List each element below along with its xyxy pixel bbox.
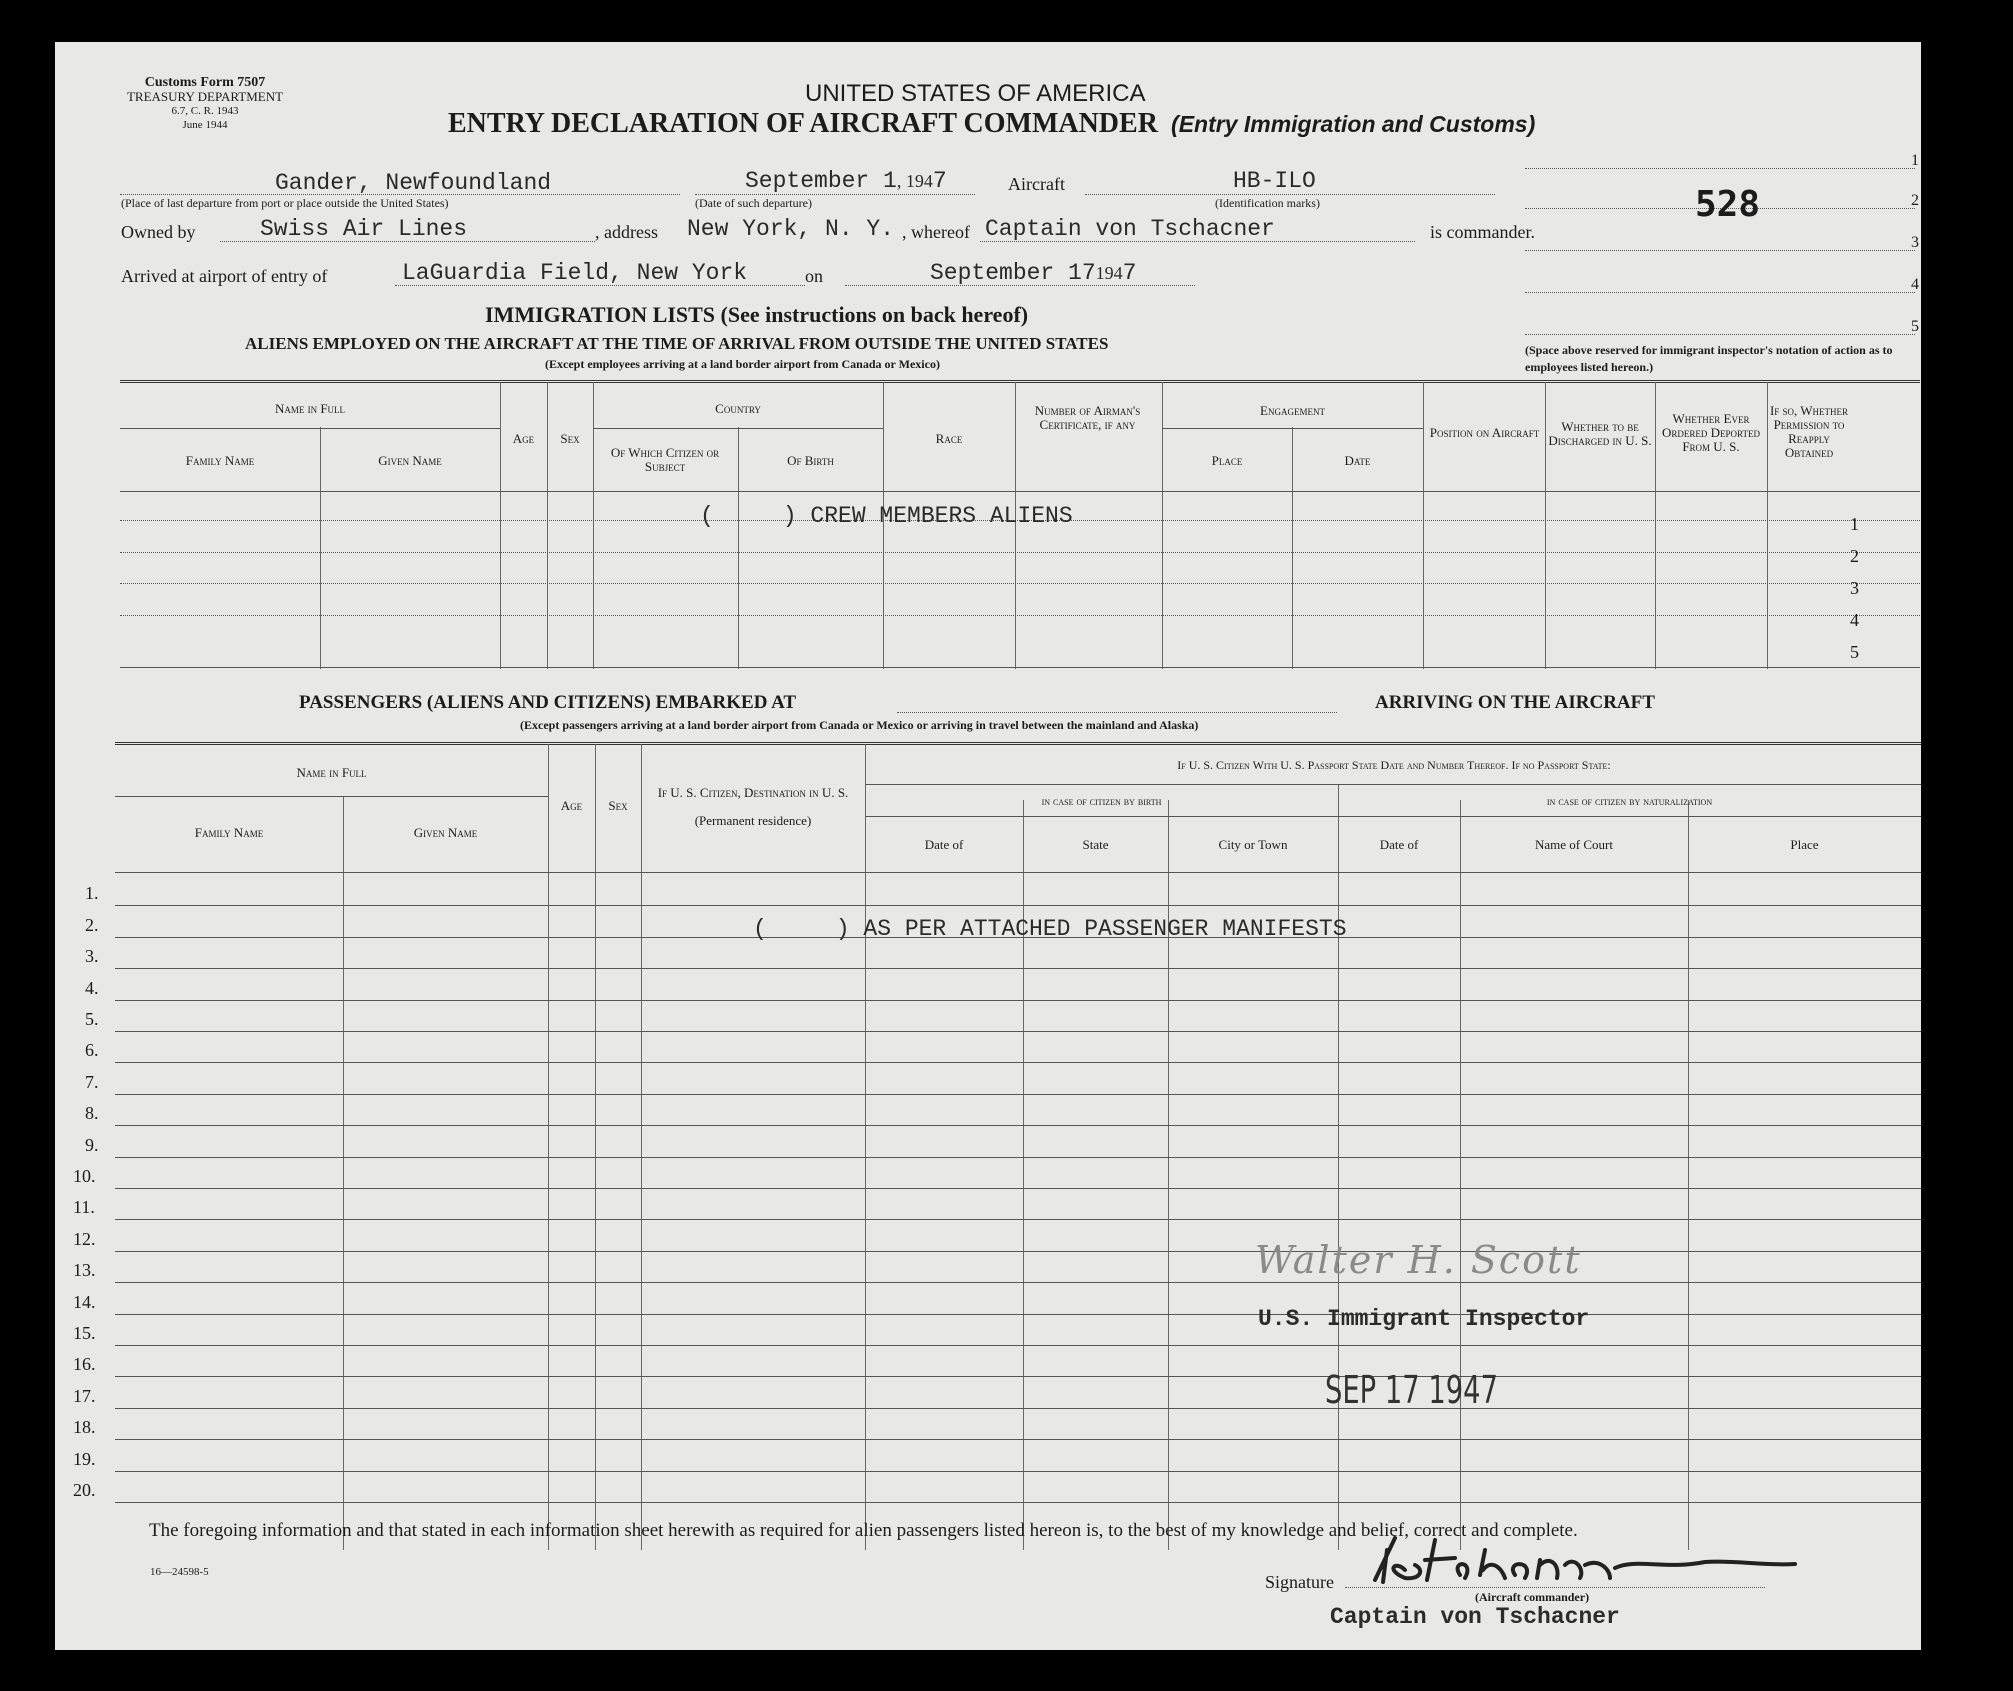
crew-col-citizen: Of Which Citizen or Subject: [610, 445, 720, 474]
pax-col-destination-sub: (Permanent residence): [694, 813, 812, 828]
passenger-row-number: 2.: [85, 914, 99, 935]
signature-caption: (Aircraft commander): [1475, 1590, 1590, 1604]
notation-line-1: [1525, 168, 1915, 169]
commander-value: Captain von Tschacner: [985, 216, 1275, 242]
immigration-heading: IMMIGRATION LISTS (See instructions on back hereof): [485, 302, 1029, 327]
pax-col-place: Place: [1790, 837, 1819, 852]
notation-line-5: [1525, 334, 1915, 335]
passenger-row-line: [115, 1062, 1921, 1063]
crew-col-given: Given Name: [378, 453, 442, 468]
arrival-airport-line: [395, 285, 805, 286]
pax-col-family: Family Name: [194, 825, 264, 840]
passengers-heading: PASSENGERS (ALIENS AND CITIZENS) EMBARKED AT: [299, 692, 797, 713]
passenger-row-number: 4.: [85, 977, 99, 998]
passengers-note: (Except passengers arriving at a land border airport from Canada or Mexico or arriving in travel between the mainland and Alaska): [520, 718, 1199, 732]
passenger-row-number: 1.: [85, 883, 99, 904]
aircraft-label: Aircraft: [1008, 174, 1065, 194]
departure-date: September 1, 1947: [745, 168, 947, 194]
pax-typed-entry: ( ) AS PER ATTACHED PASSENGER MANIFESTS: [753, 916, 1347, 942]
passenger-row-number: 6.: [85, 1040, 99, 1061]
title-block: [448, 108, 1535, 140]
inspector-date-stamp: SEP 17 1947: [1325, 1368, 1498, 1412]
crew-row-num-5: 5: [1850, 642, 1859, 662]
passenger-row-number: 11.: [73, 1197, 95, 1218]
passenger-row-number: 19.: [73, 1448, 96, 1469]
crew-col-birth: Of Birth: [787, 453, 834, 468]
arrival-label: Arrived at airport of entry of: [121, 266, 328, 286]
departure-date-caption: (Date of such departure): [695, 196, 812, 210]
passenger-row-number: 14.: [73, 1291, 96, 1312]
notation-caption: (Space above reserved for immigrant inspector's notation of action as to employees listed hereon.): [1525, 343, 1893, 374]
owner-line: [220, 241, 595, 242]
departure-place-caption: (Place of last departure from port or place outside the United States): [121, 196, 449, 210]
pax-col-city: City or Town: [1218, 837, 1288, 852]
pax-col-age: Age: [560, 798, 583, 813]
notation-num-4: 4: [1911, 276, 1919, 293]
crew-col-eng-place: Place: [1211, 453, 1243, 468]
crew-col-airman: Number of Airman's Certificate, if any: [1034, 403, 1141, 432]
crew-col-age: Age: [512, 431, 535, 446]
passenger-row-number: 17.: [73, 1385, 96, 1406]
commander-name: Captain von Tschacner: [1330, 1604, 1620, 1630]
pax-col-passport: If U. S. Citizen With U. S. Passport State Date and Number Thereof. If no Passport State:: [1177, 758, 1611, 772]
notation-num-5: 5: [1911, 318, 1919, 335]
stamp-number: 528: [1695, 184, 1761, 225]
passenger-row-number: 5.: [85, 1009, 99, 1029]
crew-col-deported: Whether Ever Ordered Deported From U. S.: [1662, 411, 1760, 454]
passenger-row-line: [115, 1188, 1921, 1189]
departure-date-line: [695, 194, 975, 195]
form-number: Customs Form 7507: [144, 75, 266, 90]
crew-col-permission: If so, Whether Permission to Reapply Obtained: [1769, 403, 1849, 460]
regulation: 6.7, C. R. 1943: [171, 105, 239, 117]
immigration-note: (Except employees arriving at a land border airport from Canada or Mexico): [545, 357, 940, 371]
passenger-row-line: [115, 1157, 1921, 1158]
passenger-row-line: [115, 1031, 1921, 1032]
page-title: ENTRY DECLARATION OF AIRCRAFT COMMANDER: [448, 108, 1158, 139]
crew-col-engagement: Engagement: [1260, 403, 1325, 418]
crew-typed-entry: ( ) CREW MEMBERS ALIENS: [700, 503, 1073, 529]
passenger-row-number: 8.: [85, 1103, 99, 1124]
passenger-row-line: [115, 1408, 1921, 1409]
owner-value: Swiss Air Lines: [260, 216, 468, 242]
passenger-row-number: 15.: [73, 1323, 96, 1343]
passenger-row-line: [115, 1251, 1921, 1252]
notation-line-3: [1525, 250, 1915, 251]
passenger-row-line: [115, 1000, 1921, 1001]
pax-col-sex: Sex: [608, 798, 628, 813]
passenger-row-number: 3.: [85, 946, 99, 967]
passenger-row-line: [115, 1376, 1921, 1377]
form-identifier: [115, 76, 295, 132]
pax-col-state: State: [1082, 837, 1109, 852]
passenger-row-line: [115, 1314, 1921, 1315]
passenger-row-line: [115, 1502, 1921, 1503]
arrival-date-line: [845, 285, 1195, 286]
signature-label: Signature: [1265, 1572, 1334, 1592]
passenger-row-line: [115, 1094, 1921, 1095]
passenger-row-number: 18.: [73, 1417, 96, 1438]
passenger-row-line: [115, 1219, 1921, 1220]
whereof-label: , whereof: [902, 222, 970, 242]
passenger-row-number: 9.: [85, 1134, 99, 1155]
inspector-title: U.S. Immigrant Inspector: [1258, 1306, 1590, 1332]
pax-col-destination: If U. S. Citizen, Destination in U. S.: [657, 785, 849, 800]
passenger-row-line: [115, 1282, 1921, 1283]
arrival-on-label: on: [805, 266, 823, 286]
pax-col-date-of: Date of: [924, 837, 964, 852]
crew-col-race: Race: [935, 431, 963, 446]
pax-col-by-birth: in case of citizen by birth: [1041, 794, 1162, 808]
passenger-row-line: [115, 1125, 1921, 1126]
arrival-airport: LaGuardia Field, New York: [402, 260, 748, 286]
crew-row-num-1: 1: [1850, 514, 1859, 534]
departure-place-line: [120, 194, 680, 195]
passenger-row-number: 12.: [73, 1228, 96, 1249]
crew-col-country: Country: [715, 401, 761, 416]
immigration-subheading: ALIENS EMPLOYED ON THE AIRCRAFT AT THE TIME OF ARRIVAL FROM OUTSIDE THE UNITED STATES: [245, 334, 1109, 353]
crew-row-num-2: 2: [1850, 546, 1859, 566]
owner-label: Owned by: [121, 222, 196, 242]
address-label: , address: [595, 222, 658, 242]
passenger-row-number: 10.: [73, 1166, 96, 1186]
pax-col-name: Name in Full: [296, 765, 367, 780]
embarked-at-line: [897, 712, 1337, 713]
aircraft-line: [1085, 194, 1495, 195]
notation-num-1: 1: [1911, 152, 1919, 169]
passengers-heading-right: ARRIVING ON THE AIRCRAFT: [1375, 692, 1655, 713]
pax-col-given: Given Name: [413, 825, 478, 840]
form-sheet: [55, 42, 1921, 1650]
pax-col-by-naturalization: in case of citizen by naturalization: [1546, 794, 1713, 808]
inspector-signature: Walter H. Scott: [1255, 1238, 1582, 1282]
passenger-row-number: 20.: [73, 1480, 96, 1500]
commander-suffix: is commander.: [1430, 222, 1535, 242]
commander-line: [980, 241, 1415, 242]
certification-text: The foregoing information and that stated in each information sheet herewith as required for alien passengers listed hereon is, to the best of my knowledge and belief, correct and complete.: [149, 1520, 1578, 1541]
passenger-row-line: [115, 968, 1921, 969]
print-code: 16—24598-5: [150, 1566, 209, 1578]
passenger-row-number: 13.: [73, 1260, 96, 1281]
crew-col-eng-date: Date: [1344, 453, 1371, 468]
departure-place: Gander, Newfoundland: [275, 170, 552, 196]
aircraft-id: HB-ILO: [1233, 168, 1316, 194]
address-value: New York, N. Y.: [687, 216, 895, 242]
notation-num-2: 2: [1911, 192, 1919, 209]
crew-col-position: Position on Aircraft: [1429, 425, 1540, 440]
passenger-row-line: [115, 1471, 1921, 1472]
crew-col-name: Name in Full: [274, 401, 346, 416]
aircraft-caption: (Identification marks): [1215, 196, 1320, 210]
passenger-row-number: 7.: [85, 1071, 99, 1092]
page-subtitle: (Entry Immigration and Customs): [1171, 111, 1536, 137]
passenger-row-line: [115, 1439, 1921, 1440]
notation-num-3: 3: [1911, 234, 1919, 251]
crew-row-num-3: 3: [1850, 578, 1859, 598]
arrival-date: September 171947: [930, 260, 1137, 286]
country-heading: UNITED STATES OF AMERICA: [805, 80, 1146, 107]
passenger-row-line: [115, 905, 1921, 906]
notation-line-4: [1525, 292, 1915, 293]
crew-row-num-4: 4: [1850, 610, 1859, 630]
passenger-row-number: 16.: [73, 1354, 96, 1375]
crew-col-sex: Sex: [560, 431, 580, 446]
signature-line: [1345, 1587, 1765, 1588]
pax-col-court: Name of Court: [1535, 837, 1613, 852]
crew-col-discharged: Whether to be Discharged in U. S.: [1548, 419, 1652, 448]
crew-col-family: Family Name: [185, 453, 255, 468]
department: TREASURY DEPARTMENT: [126, 89, 284, 104]
passenger-row-line: [115, 1345, 1921, 1346]
pax-col-nat-date: Date of: [1379, 837, 1419, 852]
form-date: June 1944: [182, 119, 228, 131]
